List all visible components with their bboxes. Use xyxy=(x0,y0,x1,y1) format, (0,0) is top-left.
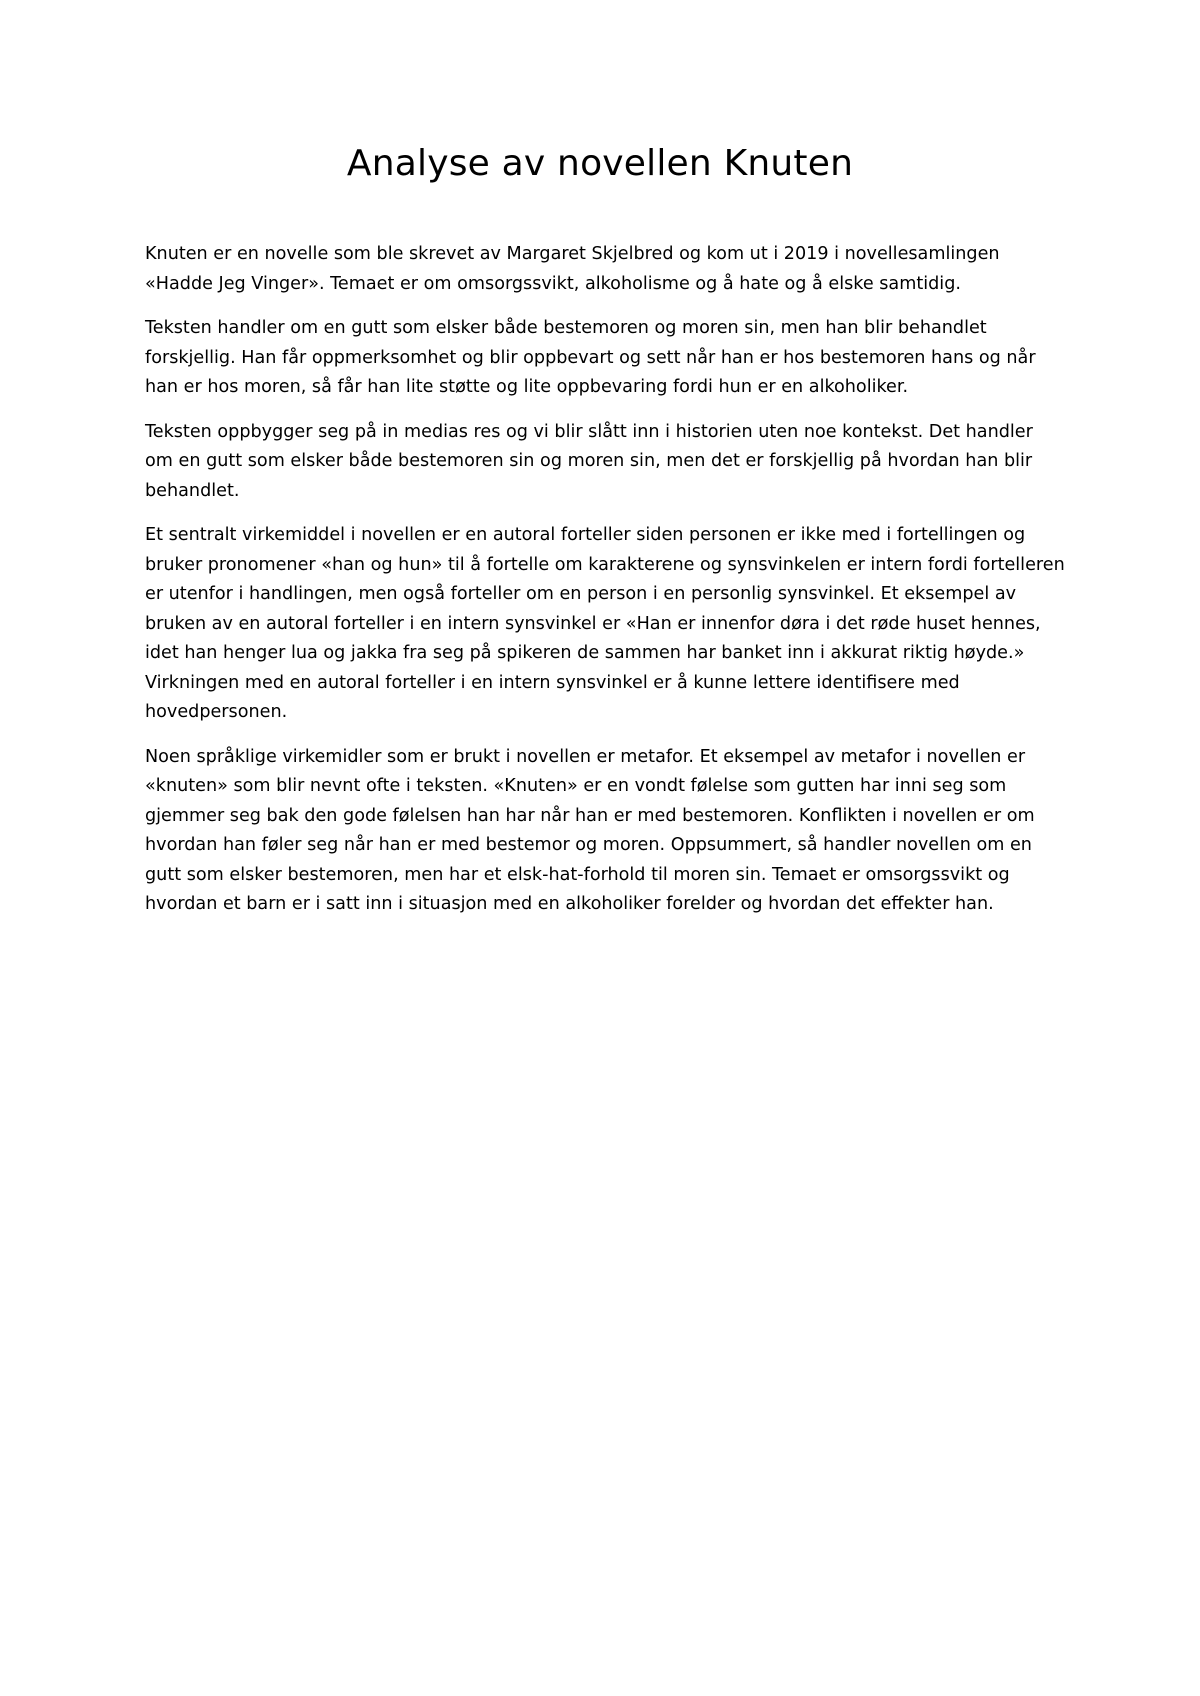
paragraph-narrator: Et sentralt virkemiddel i novellen er en autoral forteller siden personen er ikke med i fortellingen og bruker pronomener «han og hun» til å fortelle om karakterene og synsvinkelen er intern fordi fortelleren er utenfor i handlingen, men også forteller om en person i en personlig synsvinkel. Et eksempel av bruken av en autoral forteller i en intern synsvinkel er «Han er innenfor døra i det røde huset hennes, idet han henger lua og jakka fra seg på spikeren de sammen har banket inn i akkurat riktig høyde.» Virkningen med en autoral forteller i en intern synsvinkel er å kunne lettere identifisere med hovedpersonen. xyxy=(145,525,1065,722)
document-body xyxy=(145,240,1065,935)
document-title: Analyse av novellen Knuten xyxy=(346,143,854,184)
paragraph-intro: Knuten er en novelle som ble skrevet av Margaret Skjelbred og kom ut i 2019 i novellesamlingen «Hadde Jeg Vinger». Temaet er om omsorgssvikt, alkoholisme og å hate og å elske samtidig. xyxy=(145,244,1000,294)
paragraph-summary: Teksten handler om en gutt som elsker både bestemoren og moren sin, men han blir behandlet forskjellig. Han får oppmerksomhet og blir oppbevart og sett når han er hos bestemoren hans og når han er hos moren, så får han lite støtte og lite oppbevaring fordi hun er en alkoholiker. xyxy=(145,318,1036,397)
paragraph-structure: Teksten oppbygger seg på in medias res og vi blir slått inn i historien uten noe kontekst. Det handler om en gutt som elsker både bestemoren sin og moren sin, men det er forskjellig på hvordan han blir behandlet. xyxy=(145,421,1033,501)
paragraph-language: Noen språklige virkemidler som er brukt i novellen er metafor. Et eksempel av metafor i novellen er «knuten» som blir nevnt ofte i teksten. «Knuten» er en vondt følelse som gutten har inni seg som gjemmer seg bak den gode følelsen han har når han er med bestemoren. Konflikten i novellen er om hvordan han føler seg når han er med bestemor og moren. Oppsummert, så handler novellen om en gutt som elsker bestemoren, men har et elsk-hat-forhold til moren sin. Temaet er omsorgssvikt og hvordan et barn er i satt inn i situasjon med en alkoholiker forelder og hvordan det effekter han. xyxy=(145,746,1035,914)
